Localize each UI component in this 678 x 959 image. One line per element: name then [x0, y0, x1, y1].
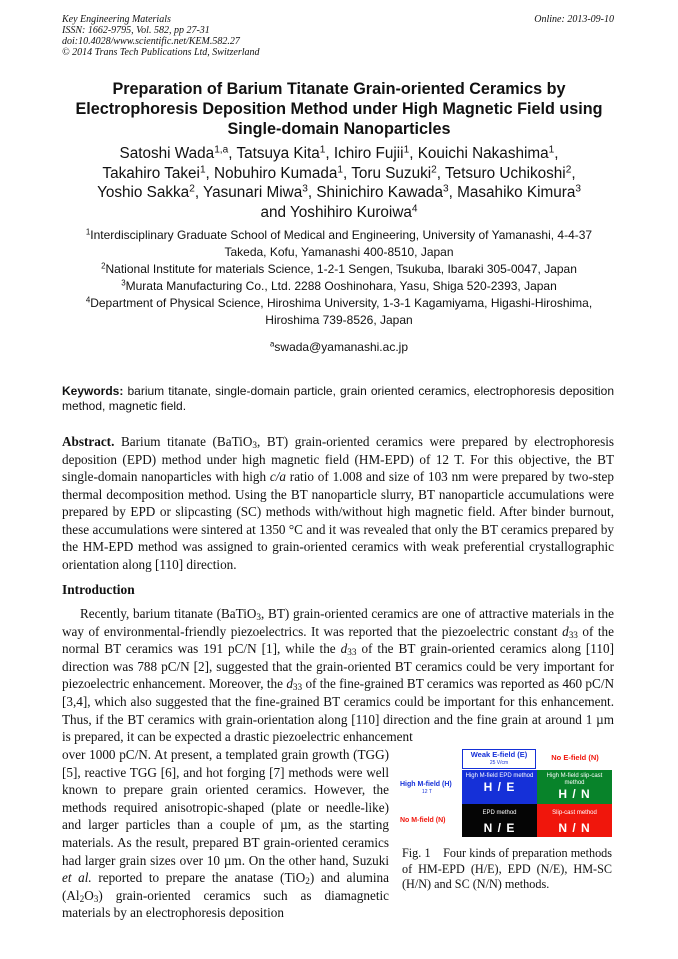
author-name: Masahiko Kimura — [457, 184, 576, 202]
copyright: © 2014 Trans Tech Publications Ltd, Switzerland — [62, 47, 260, 58]
keywords — [62, 384, 614, 414]
intro-paragraph: Recently, barium titanate (BaTiO$_3$, BT) grain-oriented ceramics are one of attractive materials in the way of environmental-friendly piezoelectrics. It was reported that the piezoelectric constant $d_{33}$ of the normal BT ceramics was 191 pC/N [1], while the $d_{33}$ of the BT grain-oriented ceramics along [110] direction was 788 pC/N [2], suggested that the grain-oriented BT ceramics could be very important for piezoelectric enhancement. Moreover, the $d_{33}$ of the fine-grained BT ceramics was reported as 460 pC/N [3,4], which also suggested that the fine-grained BT ceramics could be important for this enhancement. Thus, if the BT ceramics with grain-orientation along [110] direction and the fine grain at around 1 µm is prepared, it can be expected a drastic piezoelectric enhancement — [62, 606, 615, 745]
cell-n-e: EPD method N / E — [462, 804, 537, 837]
title-line: Preparation of Barium Titanate Grain-oriented Ceramics by — [112, 80, 566, 98]
affiliation-continued: Takeda, Kofu, Yamanashi 400-8510, Japan — [224, 245, 454, 259]
keywords-text: barium titanate, single-domain particle, grain oriented ceramics, electrophoresis deposition method, magnetic field. — [62, 384, 614, 413]
author-name: Tatsuya Kita — [236, 145, 320, 162]
author-name: Kouichi Nakashima — [417, 145, 549, 162]
figure-caption — [402, 846, 612, 893]
title-line: Electrophoresis Deposition Method under High Magnetic Field using — [75, 100, 603, 118]
figure-label: Fig. 1 — [402, 846, 431, 860]
cell-h-e: High M-field EPD method H / E — [462, 770, 537, 804]
affiliation: $^1$Interdisciplinary Graduate School of Medical and Engineering, University of Yamanashi, 4-4-37 — [85, 227, 593, 242]
row-header-no-m-field: No M-field (N) — [400, 817, 446, 824]
author-name: Yoshio Sakka — [97, 184, 190, 202]
figure-1 — [400, 749, 612, 837]
author-name: Yasunari Miwa — [203, 184, 303, 202]
author-name: Ichiro Fujii — [333, 145, 404, 162]
journal-name: Key Engineering Materials — [62, 14, 171, 25]
doi: doi:10.4028/www.scientific.net/KEM.582.27 — [62, 36, 240, 47]
author-name: Shinichiro Kawada — [316, 184, 444, 202]
section-heading: Introduction — [62, 582, 135, 597]
affiliations — [60, 227, 618, 356]
figure-caption-text: Four kinds of preparation methods of HM-EPD (H/E), EPD (N/E), HM-SC (H/N) and SC (N/N) methods. — [402, 846, 613, 892]
author-name: Nobuhiro Kumada — [214, 164, 338, 182]
paper-title — [60, 79, 618, 139]
author-name: Satoshi Wada — [119, 145, 215, 162]
online-date: Online: 2013-09-10 — [534, 14, 614, 25]
issn: ISSN: 1662-9795, Vol. 582, pp 27-31 — [62, 25, 210, 36]
affiliation-continued: Hiroshima 739-8526, Japan — [265, 313, 413, 327]
author-list: Satoshi Wada$^{1,a}$, Tatsuya Kita$^1$, Ichiro Fujii$^1$, Kouichi Nakashima$^1$, Takahiro Takei$^1$, Nobuhiro Kumada$^1$, Toru Suzuki$^2$, Tetsuro Uchikoshi$^2$, Yoshio Sakka$^2$, Yasunari Miwa$^3$, Shinichiro Kawada$^3$, Masahiko Kimura$^3$ and Yoshihiro Kuroiwa$^4$ — [97, 144, 581, 221]
email[interactable]: $^a$swada@yamanashi.ac.jp — [270, 339, 408, 354]
cell-n-n: Slip-cast method N / N — [537, 804, 612, 837]
author-name: Yoshihiro Kuroiwa — [290, 203, 412, 221]
abstract-label: Abstract. — [62, 434, 115, 449]
keywords-label: Keywords: — [62, 384, 124, 398]
abstract: Abstract. Barium titanate (BaTiO$_3$, BT) grain-oriented ceramics were prepared by electrophoresis deposition (EPD) method under high magnetic field (HM-EPD) of 12 T. For this objective, the BT single-domain nanoparticles with high c/a ratio of 1.008 and size of 103 nm were prepared by two-step thermal decomposition method. Using the BT nanoparticle slurry, BT nanoparticle accumulations were prepared by EPD or slipcasting (SC) methods with/without high magnetic field. After binder burnout, these accumulations were sintered at 1350 °C and it was revealed that only the BT ceramics prepared by the HM-EPD method was assigned to grain-oriented ceramics with weak preferential crystallographic orientation along [110] direction. — [62, 434, 615, 572]
col-header-weak-e-field: Weak E-field (E) 25 V/cm — [462, 749, 536, 769]
row-header-high-m-field: High M-field (H) 12 T — [400, 781, 452, 795]
title-line: Single-domain Nanoparticles — [227, 120, 451, 138]
author-name: Tetsuro Uchikoshi — [444, 164, 566, 182]
affiliation: $^2$National Institute for materials Science, 1-2-1 Sengen, Tsukuba, Ibaraki 305-0047, Japan — [101, 261, 577, 276]
col-header-no-e-field: No E-field (N) — [538, 749, 612, 769]
affiliation: $^4$Department of Physical Science, Hiroshima University, 1-3-1 Kagamiyama, Higashi-Hiroshima, — [85, 295, 593, 310]
cell-h-n: High M-field slip-cast method H / N — [537, 770, 612, 804]
author-name: Takahiro Takei — [102, 164, 200, 182]
author-name: Toru Suzuki — [351, 164, 432, 182]
intro-paragraph-continued: over 1000 pC/N. At present, a templated grain growth (TGG) [5], reactive TGG [6], and hot forging [7] methods were well known to prepare grain oriented ceramics. However, the methods required anisotropic-shaped (plate or needle-like) and larger particles than a couple of µm, as the starting materials. As the result, prepared BT grain-oriented ceramics had larger grain sizes over 10 µm. On the other hand, Suzuki et al. reported to prepare the anatase (TiO$_2$) and alumina $(Al_2O_3)$ grain-oriented ceramics such as diamagnetic materials by an electrophoresis deposition — [62, 747, 389, 921]
affiliation: $^3$Murata Manufacturing Co., Ltd. 2288 Ooshinohara, Yasu, Shiga 520-2393, Japan — [121, 278, 557, 293]
journal-header — [62, 14, 260, 58]
